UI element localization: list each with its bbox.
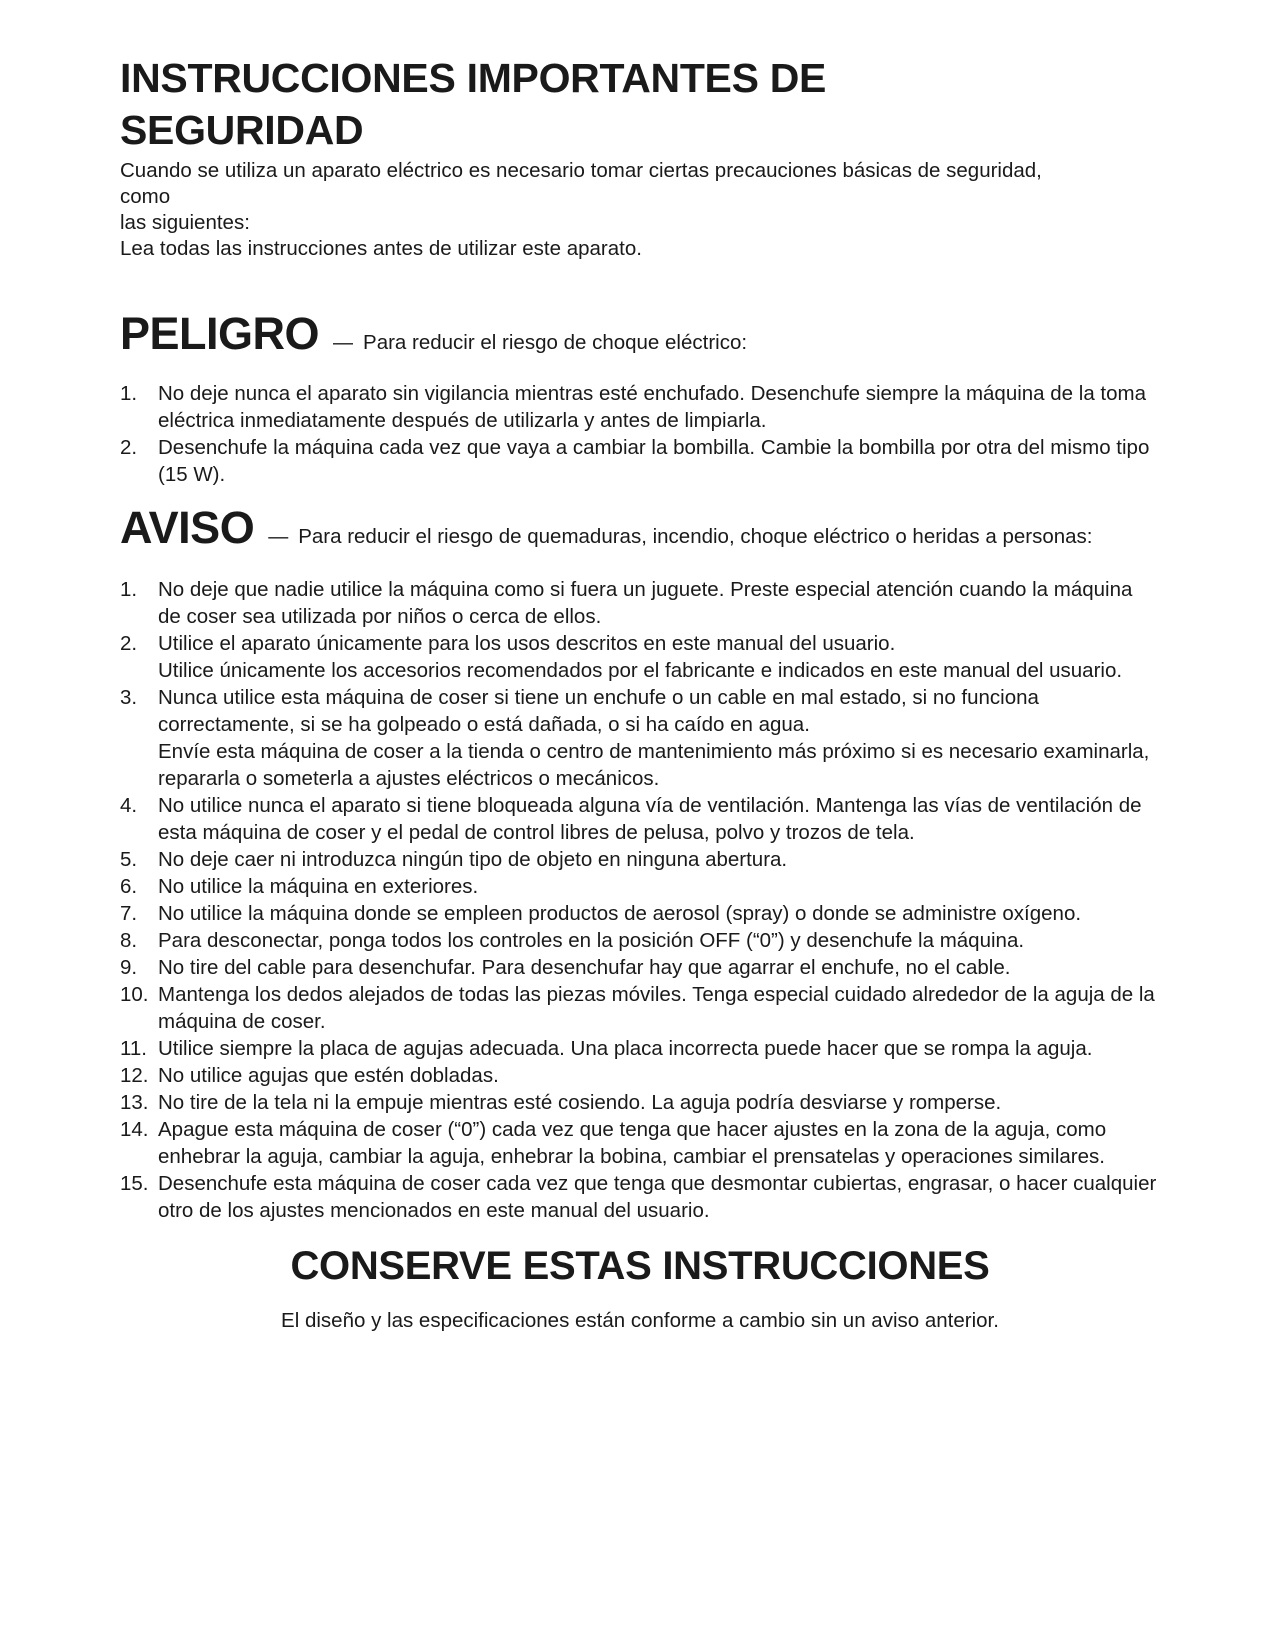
item-number: 11. <box>120 1037 147 1060</box>
item-text: No deje que nadie utilice la máquina como si fuera un juguete. Preste especial atención cuando la máquina de coser sea utilizada por niños o cerca de ellos. <box>158 578 1133 628</box>
aviso-heading-word: AVISO <box>120 502 255 553</box>
list-item <box>120 630 1160 684</box>
list-item <box>120 576 1160 630</box>
item-number: 12. <box>120 1064 149 1087</box>
item-number: 3. <box>120 686 138 709</box>
peligro-heading <box>120 308 1160 360</box>
item-text: No utilice nunca el aparato si tiene bloqueada alguna vía de ventilación. Mantenga las vías de ventilación de esta máquina de coser y el pedal de control libres de pelusa, polvo y trozos de tela. <box>158 794 1142 844</box>
item-text: Utilice siempre la placa de agujas adecuada. Una placa incorrecta puede hacer que se rompa la aguja. <box>158 1037 1093 1060</box>
footer-note: El diseño y las especificaciones están conforme a cambio sin un aviso anterior. <box>281 1309 999 1332</box>
list-item <box>120 380 1160 434</box>
item-text <box>158 630 1160 684</box>
list-item <box>120 873 1160 900</box>
peligro-heading-word: PELIGRO <box>120 308 320 359</box>
list-item <box>120 927 1160 954</box>
item-text-line: Utilice únicamente los accesorios recomendados por el fabricante e indicados en este manual del usuario. <box>158 659 1123 682</box>
item-text: No tire de la tela ni la empuje mientras esté cosiendo. La aguja podría desviarse y romperse. <box>158 1091 1002 1114</box>
list-item <box>120 1089 1160 1116</box>
aviso-heading <box>120 502 1160 554</box>
item-text: No utilice la máquina donde se empleen productos de aerosol (spray) o donde se administre oxígeno. <box>158 902 1082 925</box>
aviso-heading-dash: — <box>268 526 289 548</box>
item-text-line: Nunca utilice esta máquina de coser si tiene un enchufe o un cable en mal estado, si no funciona correctamente, si se ha golpeado o está dañada, o si ha caído en agua. <box>158 686 1039 736</box>
intro-line: las siguientes: <box>120 211 250 234</box>
item-text: No deje nunca el aparato sin vigilancia mientras esté enchufado. Desenchufe siempre la máquina de la toma eléctrica inmediatamente después de utilizarla y antes de limpiarla. <box>158 382 1147 432</box>
item-number: 4. <box>120 794 138 817</box>
aviso-list <box>120 576 1160 1224</box>
item-text: No utilice la máquina en exteriores. <box>158 875 479 898</box>
item-text: No utilice agujas que estén dobladas. <box>158 1064 499 1087</box>
item-number: 1. <box>120 382 138 405</box>
list-item <box>120 684 1160 792</box>
item-number: 10. <box>120 983 149 1006</box>
item-number: 14. <box>120 1118 149 1141</box>
page-title <box>120 52 1160 156</box>
item-text: No deje caer ni introduzca ningún tipo de objeto en ninguna abertura. <box>158 848 788 871</box>
item-text <box>158 684 1160 792</box>
item-text: Mantenga los dedos alejados de todas las piezas móviles. Tenga especial cuidado alrededor de la aguja de la máquina de coser. <box>158 983 1155 1033</box>
list-item <box>120 1035 1160 1062</box>
item-number: 9. <box>120 956 138 979</box>
list-item <box>120 1170 1160 1224</box>
item-number: 13. <box>120 1091 149 1114</box>
peligro-heading-dash: — <box>333 332 354 354</box>
intro-paragraph <box>120 158 1160 262</box>
list-item <box>120 434 1160 488</box>
list-item <box>120 1116 1160 1170</box>
list-item <box>120 954 1160 981</box>
document-page <box>120 52 1160 1334</box>
list-item <box>120 981 1160 1035</box>
item-text: No tire del cable para desenchufar. Para desenchufar hay que agarrar el enchufe, no el cable. <box>158 956 1011 979</box>
item-number: 2. <box>120 632 138 655</box>
intro-line: como <box>120 185 171 208</box>
intro-line: Lea todas las instrucciones antes de utilizar este aparato. <box>120 237 642 260</box>
item-number: 6. <box>120 875 138 898</box>
peligro-subtitle: Para reducir el riesgo de choque eléctrico: <box>363 331 748 354</box>
list-item <box>120 1062 1160 1089</box>
list-item <box>120 900 1160 927</box>
item-text-line: Utilice el aparato únicamente para los usos descritos en este manual del usuario. <box>158 632 896 655</box>
conserve-heading: CONSERVE ESTAS INSTRUCCIONES <box>290 1244 990 1288</box>
title-line-2: SEGURIDAD <box>120 107 364 153</box>
item-number: 5. <box>120 848 138 871</box>
item-text: Desenchufe esta máquina de coser cada vez que tenga que desmontar cubiertas, engrasar, o hacer cualquier otro de los ajustes mencionados en este manual del usuario. <box>158 1172 1157 1222</box>
list-item <box>120 792 1160 846</box>
item-number: 8. <box>120 929 138 952</box>
item-number: 7. <box>120 902 138 925</box>
intro-line: Cuando se utiliza un aparato eléctrico es necesario tomar ciertas precauciones básicas de seguridad, <box>120 159 1042 182</box>
item-number: 15. <box>120 1172 149 1195</box>
title-line-1: INSTRUCCIONES IMPORTANTES DE <box>120 55 827 101</box>
item-text: Apague esta máquina de coser (“0”) cada vez que tenga que hacer ajustes en la zona de la aguja, como enhebrar la aguja, cambiar la aguja, enhebrar la bobina, cambiar el prensatelas y operaciones similares. <box>158 1118 1107 1168</box>
list-item <box>120 846 1160 873</box>
item-number: 1. <box>120 578 138 601</box>
item-text: Para desconectar, ponga todos los controles en la posición OFF (“0”) y desenchufe la máquina. <box>158 929 1025 952</box>
item-text-line: Envíe esta máquina de coser a la tienda o centro de mantenimiento más próximo si es necesario examinarla, repararla o someterla a ajustes eléctricos o mecánicos. <box>158 740 1150 790</box>
item-number: 2. <box>120 436 138 459</box>
aviso-subtitle: Para reducir el riesgo de quemaduras, incendio, choque eléctrico o heridas a personas: <box>298 525 1093 548</box>
item-text: Desenchufe la máquina cada vez que vaya a cambiar la bombilla. Cambie la bombilla por otra del mismo tipo (15 W). <box>158 436 1150 486</box>
peligro-list <box>120 380 1160 488</box>
